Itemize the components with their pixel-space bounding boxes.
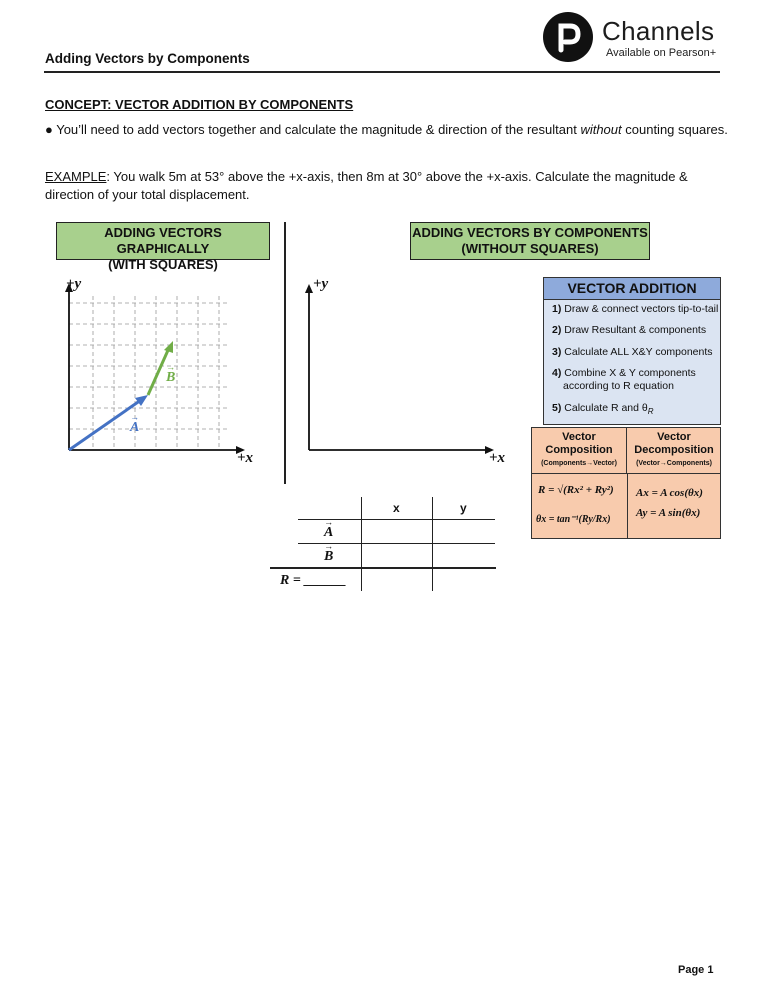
- vector-addition-card: [543, 277, 721, 425]
- decomposition-header: Vector Decomposition (Vector→Components): [627, 428, 721, 474]
- graphical-grid-graph: [55, 280, 265, 470]
- formula-ax: Ax = A cos(θx): [636, 487, 703, 499]
- table-col-line-1: [361, 497, 362, 591]
- formula-magnitude: R = √(Rx² + Ry²): [538, 484, 614, 496]
- logo-subtitle: Available on Pearson+: [606, 47, 717, 59]
- header-divider: [44, 71, 720, 73]
- step-4-cont: according to R equation: [563, 380, 674, 392]
- table-header-y: y: [460, 501, 467, 515]
- table-row-r-label: R = ______: [280, 573, 347, 588]
- formula-angle: θx = tan⁻¹(Ry/Rx): [536, 514, 611, 525]
- components-axes: [300, 280, 500, 455]
- components-title-box: ADDING VECTORS BY COMPONENTS (WITHOUT SQUARES): [410, 222, 650, 260]
- composition-box: [531, 427, 721, 539]
- right-x-axis-label: +x: [489, 450, 506, 466]
- vector-a-label: → A: [130, 412, 140, 435]
- formula-ay: Ay = A sin(θx): [636, 507, 701, 519]
- pearson-logo-icon: [543, 12, 593, 62]
- table-row-b-label: → B: [324, 541, 334, 564]
- table-col-line-2: [432, 497, 433, 591]
- table-row-line-3: [270, 567, 496, 569]
- step-1: 1) Draw & connect vectors tip-to-tail: [552, 303, 719, 315]
- step-5: 5) Calculate R and $\theta_R$: [552, 402, 654, 417]
- right-y-axis-label: +y: [313, 276, 329, 292]
- step-2: 2) Draw Resultant & components: [552, 324, 707, 336]
- example-label: EXAMPLE: [45, 169, 107, 184]
- step-4: 4) Combine X & Y components: [552, 367, 696, 379]
- graphical-title-box: ADDING VECTORS GRAPHICALLY (WITH SQUARES): [56, 222, 270, 260]
- example-text: EXAMPLE: You walk 5m at 53° above the +x-axis, then 8m at 30° above the +x-axis. Calculate the magnitude & direction of your total displacement.: [45, 169, 688, 202]
- vertical-divider: [284, 222, 286, 484]
- column-divider: [627, 474, 628, 538]
- concept-bullet: ● You’ll need to add vectors together and calculate the magnitude & direction of the resultant without counting squares.: [45, 122, 728, 137]
- table-header-x: x: [393, 501, 400, 515]
- vector-b-label: → B: [166, 362, 176, 385]
- composition-header: Vector Composition (Components→Vector): [532, 428, 627, 474]
- page-number: Page 1: [678, 964, 714, 976]
- left-y-axis-label: +y: [66, 276, 82, 292]
- page-header-title: Adding Vectors by Components: [45, 51, 250, 66]
- step-3: 3) Calculate ALL X&Y components: [552, 346, 713, 358]
- vector-addition-title: VECTOR ADDITION: [544, 278, 720, 300]
- concept-heading: CONCEPT: VECTOR ADDITION BY COMPONENTS: [45, 97, 354, 112]
- table-row-a-label: → A: [324, 517, 334, 540]
- logo-name: Channels: [602, 16, 715, 46]
- left-x-axis-label: +x: [237, 450, 254, 466]
